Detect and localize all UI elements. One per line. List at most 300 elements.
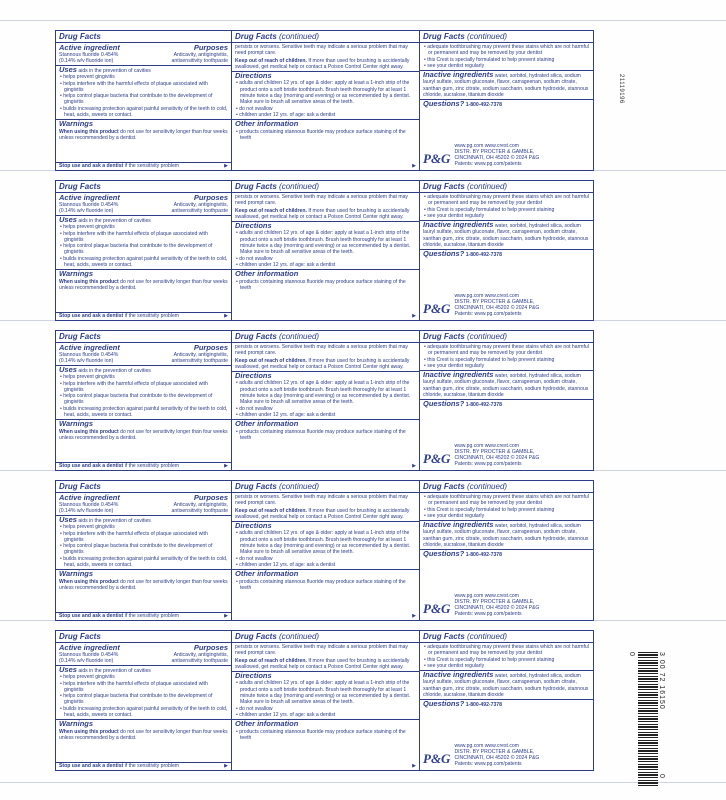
inactive-text: water, sorbitol, hydrated silica, sodium lauryl sulfate, sodium gluconate, flavor, carrageenan, sodium citrate, xanthan gum, zinc citrate, sodium saccharin, sodium hydroxide, stannous chloride, sucralose, titanium dioxide (423, 523, 589, 549)
staining-item: • see your dentist regularly (423, 63, 590, 69)
distr-line: DISTR. BY PROCTER & GAMBLE, (454, 299, 535, 305)
inactive-heading: Inactive ingredients (423, 520, 494, 530)
active-ingredient-sub: (0.14% w/v fluoride ion) (59, 508, 114, 514)
continue-row (232, 313, 419, 320)
uses-item: • helps interfere with the harmful effects of plaque associated with gingivitis (59, 81, 228, 94)
staining-item: • see your dentist regularly (423, 213, 590, 219)
city-line: CINCINNATI, OH 45202 © 2024 P&G (454, 755, 540, 761)
stop-use-bold: Stop use and ask a dentist (59, 313, 124, 319)
uses-section (56, 216, 231, 268)
questions-section (420, 250, 593, 258)
city-line: CINCINNATI, OH 45202 © 2024 P&G (454, 605, 540, 611)
directions-section (232, 72, 419, 118)
active-ingredient-sub: (0.14% w/v fluoride ion) (59, 208, 114, 214)
keep-out-text: If more than used for brushing is accidentally swallowed, get medical help or contact a Poison Control Center right away. (235, 657, 410, 670)
active-ingredient-row (56, 208, 231, 214)
keep-out-text: If more than used for brushing is accidentally swallowed, get medical help or contact a Poison Control Center right away. (235, 207, 410, 220)
uses-section (56, 366, 231, 418)
drug-facts-title: Drug Facts (56, 481, 231, 493)
warnings-section (56, 120, 231, 141)
pg-logo: P&G (423, 601, 451, 616)
directions-item: • children under 12 yrs. of age: ask a dentist (235, 262, 416, 268)
col3-bullets (420, 193, 593, 219)
staining-item: • see your dentist regularly (423, 363, 590, 369)
inactive-text: water, sorbitol, hydrated silica, sodium lauryl sulfate, sodium gluconate, flavor, carrageenan, sodium citrate, xanthan gum, zinc citrate, sodium saccharin, sodium hydroxide, stannous chloride, sucralose, titanium dioxide (423, 73, 589, 99)
inactive-section (420, 71, 593, 98)
distr-line: DISTR. BY PROCTER & GAMBLE, (454, 149, 535, 155)
distr-line: DISTR. BY PROCTER & GAMBLE, (454, 749, 535, 755)
keep-out-bold: Keep out of reach of children. (235, 507, 307, 514)
continue-arrow-icon: ▶ (412, 163, 416, 169)
staining-item: • adequate toothbrushing may prevent these stains which are not harmful or permanent and may be removed by your dentist (423, 194, 590, 207)
active-ingredient-sub: (0.14% w/v fluoride ion) (59, 58, 114, 64)
questions-phone: 1-800-492-7378 (465, 702, 502, 709)
active-ingredient: Stannous fluoride 0.454% (59, 52, 119, 58)
barcode-left-digit: 0 (628, 652, 635, 656)
barcode-number: 3 00 72 16150 (658, 652, 665, 710)
warnings-heading: Warnings (59, 269, 94, 279)
keep-out-bold: Keep out of reach of children. (235, 657, 307, 664)
drug-facts-label (55, 180, 594, 321)
keep-out-section (232, 207, 419, 221)
uses-intro: aids in the prevention of cavities (78, 518, 151, 524)
patents-line: Patents: www.pg.com/patents (454, 611, 522, 617)
continue-arrow-icon: ▶ (224, 463, 228, 469)
purposes-heading: Purposes (193, 493, 228, 502)
questions-phone: 1-800-492-7378 (465, 102, 502, 109)
drug-facts-title-continued: Drug Facts (continued) (232, 31, 419, 43)
stop-use-text: if the sensitivity problem (124, 463, 180, 469)
purpose: antisensitivity toothpaste (171, 508, 228, 514)
continue-arrow-icon: ▶ (412, 463, 416, 469)
stop-use-bold: Stop use and ask a dentist (59, 163, 124, 169)
active-ingredient: Stannous fluoride 0.454% (59, 502, 119, 508)
purposes-heading: Purposes (193, 643, 228, 652)
uses-section (56, 516, 231, 568)
web-links: www.pg.com www.crest.com (454, 743, 519, 749)
purposes-heading: Purposes (193, 193, 228, 202)
directions-item: • do not swallow (235, 406, 416, 412)
uses-item: • builds increasing protection against painful sensitivity of the teeth to cold, heat, acids, sweets or contact. (59, 106, 228, 119)
uses-section (56, 666, 231, 718)
warnings-heading: Warnings (59, 569, 94, 579)
column-1 (56, 331, 232, 470)
stop-use-row (56, 162, 231, 170)
col2-top-text: persists or worsens. Sensitive teeth may indicate a serious problem that may need prompt care. (235, 644, 408, 657)
active-ingredient-row (56, 508, 231, 514)
col3-bullets (420, 643, 593, 669)
column-1 (56, 631, 232, 770)
other-info-section (232, 720, 419, 741)
web-links: www.pg.com www.crest.com (454, 143, 519, 149)
other-info-section (232, 120, 419, 141)
drug-facts-title-continued: Drug Facts (continued) (232, 181, 419, 193)
directions-item: • adults and children 12 yrs. of age & older: apply at least a 1-inch strip of the product onto a soft bristle toothbrush. Brush teeth thoroughly for at least 1 minute twice a day (morning and evening) or as recommended by a dentist. Make sure to brush all sensitive areas of the teeth. (235, 380, 416, 405)
active-ingredient-row (56, 58, 231, 64)
staining-item: • this Crest is specially formulated to help prevent staining (423, 357, 590, 363)
patents-line: Patents: www.pg.com/patents (454, 461, 522, 467)
staining-item: • adequate toothbrushing may prevent these stains which are not harmful or permanent and may be removed by your dentist (423, 344, 590, 357)
drug-facts-label (55, 30, 594, 171)
col2-top-text: persists or worsens. Sensitive teeth may indicate a serious problem that may need prompt care. (235, 194, 408, 207)
uses-item: • helps prevent gingivitis (59, 224, 228, 230)
directions-section (232, 672, 419, 718)
keep-out-section (232, 507, 419, 521)
keep-out-text: If more than used for brushing is accidentally swallowed, get medical help or contact a Poison Control Center right away. (235, 57, 410, 70)
keep-out-bold: Keep out of reach of children. (235, 357, 307, 364)
purpose: antisensitivity toothpaste (171, 208, 228, 214)
distributor-block (423, 443, 590, 467)
cut-line (0, 782, 726, 783)
active-ingredient: Stannous fluoride 0.454% (59, 352, 119, 358)
distributor-block (423, 593, 590, 617)
warnings-text: do not use for sensitivity longer than four weeks unless recommended by a dentist. (59, 578, 228, 591)
cut-line (0, 20, 726, 21)
distributor-text (454, 293, 539, 317)
other-info-heading: Other information (235, 269, 299, 279)
drug-facts-title-continued: Drug Facts (continued) (420, 31, 593, 43)
distributor-block (423, 143, 590, 167)
pg-logo: P&G (423, 451, 451, 466)
directions-section (232, 222, 419, 268)
staining-item: • adequate toothbrushing may prevent these stains which are not harmful or permanent and may be removed by your dentist (423, 644, 590, 657)
uses-item: • helps control plaque bacteria that contribute to the development of gingivitis (59, 693, 228, 706)
warnings-heading: Warnings (59, 719, 94, 729)
uses-item: • builds increasing protection against painful sensitivity of the teeth to cold, heat, acids, sweets or contact. (59, 406, 228, 419)
distr-line: DISTR. BY PROCTER & GAMBLE, (454, 599, 535, 605)
uses-item: • helps prevent gingivitis (59, 674, 228, 680)
other-info-item: • products containing stannous fluoride may produce surface staining of the teeth (235, 579, 416, 592)
purpose: Anticavity, antigingivitis, (173, 352, 228, 358)
uses-heading: Uses (59, 665, 77, 674)
inactive-text: water, sorbitol, hydrated silica, sodium lauryl sulfate, sodium gluconate, flavor, carrageenan, sodium citrate, xanthan gum, zinc citrate, sodium saccharin, sodium hydroxide, stannous chloride, sucralose, titanium dioxide (423, 223, 589, 249)
active-ingredient-heading: Active ingredient (59, 343, 120, 352)
other-info-item: • products containing stannous fluoride may produce surface staining of the teeth (235, 279, 416, 292)
distributor-text (454, 593, 539, 617)
warnings-text: do not use for sensitivity longer than four weeks unless recommended by a dentist. (59, 728, 228, 741)
uses-item: • helps prevent gingivitis (59, 524, 228, 530)
warnings-section (56, 270, 231, 291)
column-1 (56, 181, 232, 320)
drug-facts-title: Drug Facts (56, 31, 231, 43)
staining-item: • this Crest is specially formulated to help prevent staining (423, 507, 590, 513)
patents-line: Patents: www.pg.com/patents (454, 161, 522, 167)
active-ingredient-row (56, 358, 231, 364)
active-ingredient-sub: (0.14% w/v fluoride ion) (59, 358, 114, 364)
active-ingredient-header (56, 643, 231, 652)
column-2 (232, 31, 420, 170)
uses-item: • helps control plaque bacteria that contribute to the development of gingivitis (59, 243, 228, 256)
warnings-text: do not use for sensitivity longer than four weeks unless recommended by a dentist. (59, 428, 228, 441)
distributor-block (423, 293, 590, 317)
continue-arrow-icon: ▶ (224, 613, 228, 619)
purposes-heading: Purposes (193, 343, 228, 352)
web-links: www.pg.com www.crest.com (454, 293, 519, 299)
uses-item: • builds increasing protection against painful sensitivity of the teeth to cold, heat, acids, sweets or contact. (59, 556, 228, 569)
directions-item: • do not swallow (235, 556, 416, 562)
directions-heading: Directions (235, 71, 272, 81)
questions-section (420, 550, 593, 558)
active-ingredient: Stannous fluoride 0.454% (59, 202, 119, 208)
city-line: CINCINNATI, OH 45202 © 2024 P&G (454, 305, 540, 311)
active-ingredient-header (56, 43, 231, 52)
uses-intro: aids in the prevention of cavities (78, 368, 151, 374)
directions-item: • adults and children 12 yrs. of age & older: apply at least a 1-inch strip of the product onto a soft bristle toothbrush. Brush teeth thoroughly for at least 1 minute twice a day (morning and evening) or as recommended by a dentist. Make sure to brush all sensitive areas of the teeth. (235, 230, 416, 255)
questions-heading: Questions? (423, 249, 465, 259)
drug-facts-title-continued: Drug Facts (continued) (420, 481, 593, 493)
city-line: CINCINNATI, OH 45202 © 2024 P&G (454, 155, 540, 161)
directions-item: • adults and children 12 yrs. of age & older: apply at least a 1-inch strip of the product onto a soft bristle toothbrush. Brush teeth thoroughly for at least 1 minute twice a day (morning and evening) or as recommended by a dentist. Make sure to brush all sensitive areas of the teeth. (235, 530, 416, 555)
uses-heading: Uses (59, 215, 77, 224)
questions-heading: Questions? (423, 399, 465, 409)
warnings-heading: Warnings (59, 119, 94, 129)
drug-facts-title-continued: Drug Facts (continued) (232, 631, 419, 643)
directions-item: • children under 12 yrs. of age: ask a dentist (235, 562, 416, 568)
questions-section (420, 700, 593, 708)
active-ingredient-header (56, 343, 231, 352)
keep-out-section (232, 57, 419, 71)
column-3 (420, 31, 593, 170)
purpose: Anticavity, antigingivitis, (173, 652, 228, 658)
questions-heading: Questions? (423, 699, 465, 709)
directions-item: • do not swallow (235, 706, 416, 712)
keep-out-text: If more than used for brushing is accidentally swallowed, get medical help or contact a Poison Control Center right away. (235, 357, 410, 370)
directions-item: • do not swallow (235, 256, 416, 262)
active-ingredient: Stannous fluoride 0.454% (59, 652, 119, 658)
barcode (638, 652, 658, 788)
drug-facts-label (55, 480, 594, 621)
directions-item: • adults and children 12 yrs. of age & older: apply at least a 1-inch strip of the product onto a soft bristle toothbrush. Brush teeth thoroughly for at least 1 minute twice a day (morning and evening) or as recommended by a dentist. Make sure to brush all sensitive areas of the teeth. (235, 80, 416, 105)
drug-facts-title-continued: Drug Facts (continued) (420, 181, 593, 193)
warnings-section (56, 570, 231, 591)
uses-item: • helps control plaque bacteria that contribute to the development of gingivitis (59, 393, 228, 406)
uses-item: • helps interfere with the harmful effects of plaque associated with gingivitis (59, 381, 228, 394)
uses-item: • helps interfere with the harmful effects of plaque associated with gingivitis (59, 681, 228, 694)
continue-arrow-icon: ▶ (412, 763, 416, 769)
directions-item: • children under 12 yrs. of age: ask a dentist (235, 712, 416, 718)
stop-use-bold: Stop use and ask a dentist (59, 613, 124, 619)
warnings-section (56, 420, 231, 441)
warnings-text: do not use for sensitivity longer than four weeks unless recommended by a dentist. (59, 278, 228, 291)
stop-use-text: if the sensitivity problem (124, 763, 180, 769)
keep-out-text: If more than used for brushing is accidentally swallowed, get medical help or contact a Poison Control Center right away. (235, 507, 410, 520)
warnings-text: do not use for sensitivity longer than four weeks unless recommended by a dentist. (59, 128, 228, 141)
stop-use-row (56, 762, 231, 770)
continue-row (232, 613, 419, 620)
staining-item: • see your dentist regularly (423, 513, 590, 519)
questions-phone: 1-800-492-7378 (465, 402, 502, 409)
barcode-right-digit: 0 (658, 774, 665, 779)
col3-bullets (420, 493, 593, 519)
distributor-text (454, 143, 539, 167)
inactive-heading: Inactive ingredients (423, 220, 494, 230)
stop-use-text: if the sensitivity problem (124, 313, 180, 319)
column-1 (56, 481, 232, 620)
purpose: antisensitivity toothpaste (171, 358, 228, 364)
active-ingredient-header (56, 193, 231, 202)
warnings-heading: Warnings (59, 419, 94, 429)
staining-item: • this Crest is specially formulated to help prevent staining (423, 207, 590, 213)
col2-top-text: persists or worsens. Sensitive teeth may indicate a serious problem that may need prompt care. (235, 44, 408, 57)
uses-intro: aids in the prevention of cavities (78, 668, 151, 674)
warnings-section (56, 720, 231, 741)
keep-out-bold: Keep out of reach of children. (235, 207, 307, 214)
other-info-item: • products containing stannous fluoride may produce surface staining of the teeth (235, 129, 416, 142)
distributor-block (423, 743, 590, 767)
purpose: Anticavity, antigingivitis, (173, 502, 228, 508)
web-links: www.pg.com www.crest.com (454, 593, 519, 599)
uses-item: • helps prevent gingivitis (59, 74, 228, 80)
stop-use-text: if the sensitivity problem (124, 163, 180, 169)
other-info-heading: Other information (235, 569, 299, 579)
directions-heading: Directions (235, 371, 272, 381)
col2-top-text: persists or worsens. Sensitive teeth may indicate a serious problem that may need prompt care. (235, 494, 408, 507)
uses-item: • helps prevent gingivitis (59, 374, 228, 380)
stop-use-row (56, 312, 231, 320)
stop-use-text: if the sensitivity problem (124, 613, 180, 619)
staining-item: • adequate toothbrushing may prevent these stains which are not harmful or permanent and may be removed by your dentist (423, 494, 590, 507)
keep-out-section (232, 357, 419, 371)
uses-item: • builds increasing protection against painful sensitivity of the teeth to cold, heat, acids, sweets or contact. (59, 706, 228, 719)
stop-use-bold: Stop use and ask a dentist (59, 463, 124, 469)
purpose: antisensitivity toothpaste (171, 58, 228, 64)
purposes-heading: Purposes (193, 43, 228, 52)
directions-item: • children under 12 yrs. of age: ask a dentist (235, 412, 416, 418)
purpose: Anticavity, antigingivitis, (173, 202, 228, 208)
drug-facts-title: Drug Facts (56, 331, 231, 343)
uses-item: • helps control plaque bacteria that contribute to the development of gingivitis (59, 93, 228, 106)
directions-heading: Directions (235, 671, 272, 681)
pg-logo: P&G (423, 301, 451, 316)
inactive-section (420, 521, 593, 548)
questions-phone: 1-800-492-7378 (465, 552, 502, 559)
inactive-heading: Inactive ingredients (423, 70, 494, 80)
inactive-text: water, sorbitol, hydrated silica, sodium lauryl sulfate, sodium gluconate, flavor, carrageenan, sodium citrate, xanthan gum, zinc citrate, sodium saccharin, sodium hydroxide, stannous chloride, sucralose, titanium dioxide (423, 373, 589, 399)
active-ingredient-heading: Active ingredient (59, 43, 120, 52)
web-links: www.pg.com www.crest.com (454, 443, 519, 449)
questions-phone: 1-800-492-7378 (465, 252, 502, 259)
continue-row (232, 163, 419, 170)
other-info-item: • products containing stannous fluoride may produce surface staining of the teeth (235, 729, 416, 742)
directions-heading: Directions (235, 221, 272, 231)
continue-arrow-icon: ▶ (224, 763, 228, 769)
distributor-text (454, 443, 539, 467)
continue-row (232, 763, 419, 770)
col2-top-text: persists or worsens. Sensitive teeth may indicate a serious problem that may need prompt care. (235, 344, 408, 357)
column-2 (232, 331, 420, 470)
pg-logo: P&G (423, 151, 451, 166)
active-ingredient-row (56, 658, 231, 664)
uses-heading: Uses (59, 515, 77, 524)
inactive-heading: Inactive ingredients (423, 670, 494, 680)
continue-arrow-icon: ▶ (224, 163, 228, 169)
inactive-heading: Inactive ingredients (423, 370, 494, 380)
keep-out-section (232, 657, 419, 671)
stop-use-bold: Stop use and ask a dentist (59, 763, 124, 769)
stop-use-row (56, 462, 231, 470)
column-3 (420, 631, 593, 770)
column-2 (232, 631, 420, 770)
other-info-section (232, 570, 419, 591)
warnings-bold: When using this product (59, 278, 119, 285)
warnings-bold: When using this product (59, 428, 119, 435)
distributor-text (454, 743, 539, 767)
column-1 (56, 31, 232, 170)
pg-logo: P&G (423, 751, 451, 766)
column-3 (420, 181, 593, 320)
patents-line: Patents: www.pg.com/patents (454, 311, 522, 317)
drug-facts-title: Drug Facts (56, 631, 231, 643)
column-3 (420, 331, 593, 470)
uses-item: • helps control plaque bacteria that contribute to the development of gingivitis (59, 543, 228, 556)
uses-heading: Uses (59, 365, 77, 374)
drug-facts-label (55, 630, 594, 771)
warnings-bold: When using this product (59, 128, 119, 135)
keep-out-bold: Keep out of reach of children. (235, 57, 307, 64)
uses-intro: aids in the prevention of cavities (78, 68, 151, 74)
drug-facts-title-continued: Drug Facts (continued) (420, 631, 593, 643)
col3-bullets (420, 43, 593, 69)
directions-section (232, 522, 419, 568)
other-info-heading: Other information (235, 719, 299, 729)
distr-line: DISTR. BY PROCTER & GAMBLE, (454, 449, 535, 455)
directions-item: • do not swallow (235, 106, 416, 112)
inactive-section (420, 371, 593, 398)
other-info-heading: Other information (235, 119, 299, 129)
col3-bullets (420, 343, 593, 369)
column-3 (420, 481, 593, 620)
patents-line: Patents: www.pg.com/patents (454, 761, 522, 767)
questions-section (420, 400, 593, 408)
inactive-text: water, sorbitol, hydrated silica, sodium lauryl sulfate, sodium gluconate, flavor, carrageenan, sodium citrate, xanthan gum, zinc citrate, sodium saccharin, sodium hydroxide, stannous chloride, sucralose, titanium dioxide (423, 673, 589, 699)
active-ingredient-heading: Active ingredient (59, 643, 120, 652)
staining-item: • this Crest is specially formulated to help prevent staining (423, 657, 590, 663)
questions-heading: Questions? (423, 99, 465, 109)
other-info-section (232, 420, 419, 441)
other-info-section (232, 270, 419, 291)
drug-facts-title: Drug Facts (56, 181, 231, 193)
warnings-bold: When using this product (59, 728, 119, 735)
side-code: 21119196 (618, 74, 624, 104)
drug-facts-title-continued: Drug Facts (continued) (420, 331, 593, 343)
questions-heading: Questions? (423, 549, 465, 559)
drug-facts-title-continued: Drug Facts (continued) (232, 331, 419, 343)
other-info-item: • products containing stannous fluoride may produce surface staining of the teeth (235, 429, 416, 442)
warnings-bold: When using this product (59, 578, 119, 585)
stop-use-row (56, 612, 231, 620)
active-ingredient-header (56, 493, 231, 502)
directions-section (232, 372, 419, 418)
directions-item: • adults and children 12 yrs. of age & older: apply at least a 1-inch strip of the product onto a soft bristle toothbrush. Brush teeth thoroughly for at least 1 minute twice a day (morning and evening) or as recommended by a dentist. Make sure to brush all sensitive areas of the teeth. (235, 680, 416, 705)
inactive-section (420, 671, 593, 698)
continue-arrow-icon: ▶ (412, 613, 416, 619)
city-line: CINCINNATI, OH 45202 © 2024 P&G (454, 455, 540, 461)
uses-heading: Uses (59, 65, 77, 74)
questions-section (420, 100, 593, 108)
inactive-section (420, 221, 593, 248)
uses-item: • helps interfere with the harmful effects of plaque associated with gingivitis (59, 231, 228, 244)
active-ingredient-heading: Active ingredient (59, 493, 120, 502)
column-2 (232, 481, 420, 620)
continue-row (232, 463, 419, 470)
continue-arrow-icon: ▶ (224, 313, 228, 319)
uses-intro: aids in the prevention of cavities (78, 218, 151, 224)
directions-heading: Directions (235, 521, 272, 531)
active-ingredient-sub: (0.14% w/v fluoride ion) (59, 658, 114, 664)
column-2 (232, 181, 420, 320)
continue-arrow-icon: ▶ (412, 313, 416, 319)
uses-item: • builds increasing protection against painful sensitivity of the teeth to cold, heat, acids, sweets or contact. (59, 256, 228, 269)
